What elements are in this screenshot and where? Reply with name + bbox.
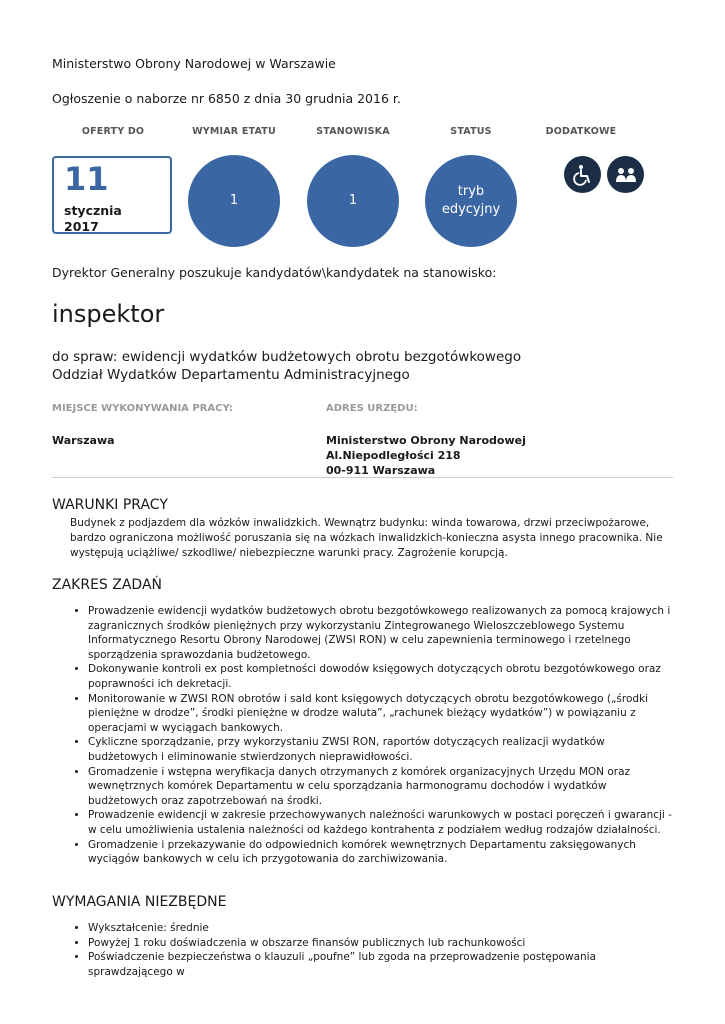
scope-line-1: do spraw: ewidencji wydatków budżetowych obrotu bezgotówkowego [52,349,522,365]
conditions-text: Budynek z podjazdem dla wózków inwalidzkich. Wewnątrz budynku: winda towarowa, drzwi przeciwpożarowe, bardzo ograniczona możliwość poruszania się na wózkach inwalidzkich-konieczna asysta innego pracownika. Nie występują uciążliwe/ szkodliwe/ niebezpieczne warunki pracy. Zagrożenie korupcją. [70,517,663,559]
conditions-heading: WARUNKI PRACY [52,497,168,513]
office-line-3: 00-911 Warszawa [326,464,436,477]
deadline-month: stycznia [64,203,122,218]
deadline-date-box [52,156,172,234]
position-scope [52,348,521,384]
people-icon [607,156,644,193]
duty-item: • Gromadzenie i przekazywanie do odpowiednich komórek wewnętrznych Departamentu zaksięgowanych wyciągów bankowych w celu ich przygotowania do zarchiwizowania. [88,838,673,867]
positions-value: 1 [348,193,358,208]
duty-item: • Prowadzenie ewidencji w zakresie przechowywanych należności warunkowych w postaci poręczeń i gwarancji - w celu umożliwienia ustalenia należności od każdego kontrahenta z podziałem według rodzajów działalności. [88,808,673,837]
duty-item: • Monitorowanie w ZWSI RON obrotów i sald kont księgowych dotyczących obrotu bezgotówkowego („środki pieniężne w drodze”, środki pieniężne w drodze waluta”, „rachunek bieżący wydatków”) w powiązaniu z operacjami w wyciągach bankowych. [88,692,673,736]
offers-until-label: OFERTY DO [81,126,145,137]
wheelchair-icon [564,156,601,193]
status-label: STATUS [450,126,492,137]
fte-circle [188,155,280,247]
office-line-1: Ministerstwo Obrony Narodowej [326,434,526,447]
fte-value: 1 [229,193,239,208]
requirements-list [52,921,673,979]
extras-label: DODATKOWE [545,126,617,137]
status-circle [425,155,517,247]
position-title: inspektor [52,300,165,328]
duty-item: • Gromadzenie i wstępna weryfikacja danych otrzymanych z komórek organizacyjnych Urzędu MON oraz wewnętrznych komórek Departamentu w celu sporządzania harmonogramu dochodów i wydatków budżetowych oraz zapotrzebowań na środki. [88,765,673,809]
department-line: Oddział Wydatków Departamentu Administracyjnego [52,367,410,383]
duties-heading: ZAKRES ZADAŃ [52,577,163,593]
deadline-day: 11 [64,160,109,198]
office-address-label: ADRES URZĘDU: [326,403,418,414]
office-address [326,433,526,478]
ministry-name: Ministerstwo Obrony Narodowej w Warszawie [52,56,336,71]
positions-label: STANOWISKA [316,126,390,137]
work-place-value: Warszawa [52,434,115,447]
duty-item: • Cykliczne sporządzanie, przy wykorzystaniu ZWSI RON, raportów dotyczących realizacji wydatków budżetowych i eliminowanie stwierdzonych nieprawidłowości. [88,735,673,764]
fte-label: WYMIAR ETATU [192,126,276,137]
duties-list-container [52,604,673,867]
work-place-label: MIEJSCE WYKONYWANIA PRACY: [52,403,233,414]
requirement-item: • Wykształcenie: średnie [88,921,673,936]
duties-list [52,604,673,867]
requirements-heading: WYMAGANIA NIEZBĘDNE [52,894,227,910]
announcement-title: Ogłoszenie o naborze nr 6850 z dnia 30 grudnia 2016 r. [52,91,401,106]
divider [52,477,673,478]
office-line-2: Al.Niepodległości 218 [326,449,461,462]
duty-item: • Dokonywanie kontroli ex post kompletności dowodów księgowych dotyczących obrotu bezgotówkowego oraz poprawności ich dekretacji. [88,662,673,691]
deadline-year: 2017 [64,219,99,234]
deadline-month-year [64,203,122,235]
requirement-item: • Poświadczenie bezpieczeństwa o klauzuli „poufne” lub zgoda na przeprowadzenie postępowania sprawdzającego w [88,950,673,979]
requirements-list-container [52,921,673,979]
status-value: tryb edycyjny [441,184,501,217]
lead-text: Dyrektor Generalny poszukuje kandydatów\kandydatek na stanowisko: [52,265,497,280]
requirement-item: • Powyżej 1 roku doświadczenia w obszarze finansów publicznych lub rachunkowości [88,936,673,951]
positions-circle [307,155,399,247]
duty-item: • Prowadzenie ewidencji wydatków budżetowych obrotu bezgotówkowego realizowanych za pomocą krajowych i zagranicznych środków pieniężnych przy wykorzystaniu Zintegrowanego Wieloszczeblowego Systemu Informatycznego Resortu Obrony Narodowej (ZWSI RON) w celu zapewnienia terminowego i rzetelnego sporządzenia sprawozdania budżetowego. [88,604,673,662]
